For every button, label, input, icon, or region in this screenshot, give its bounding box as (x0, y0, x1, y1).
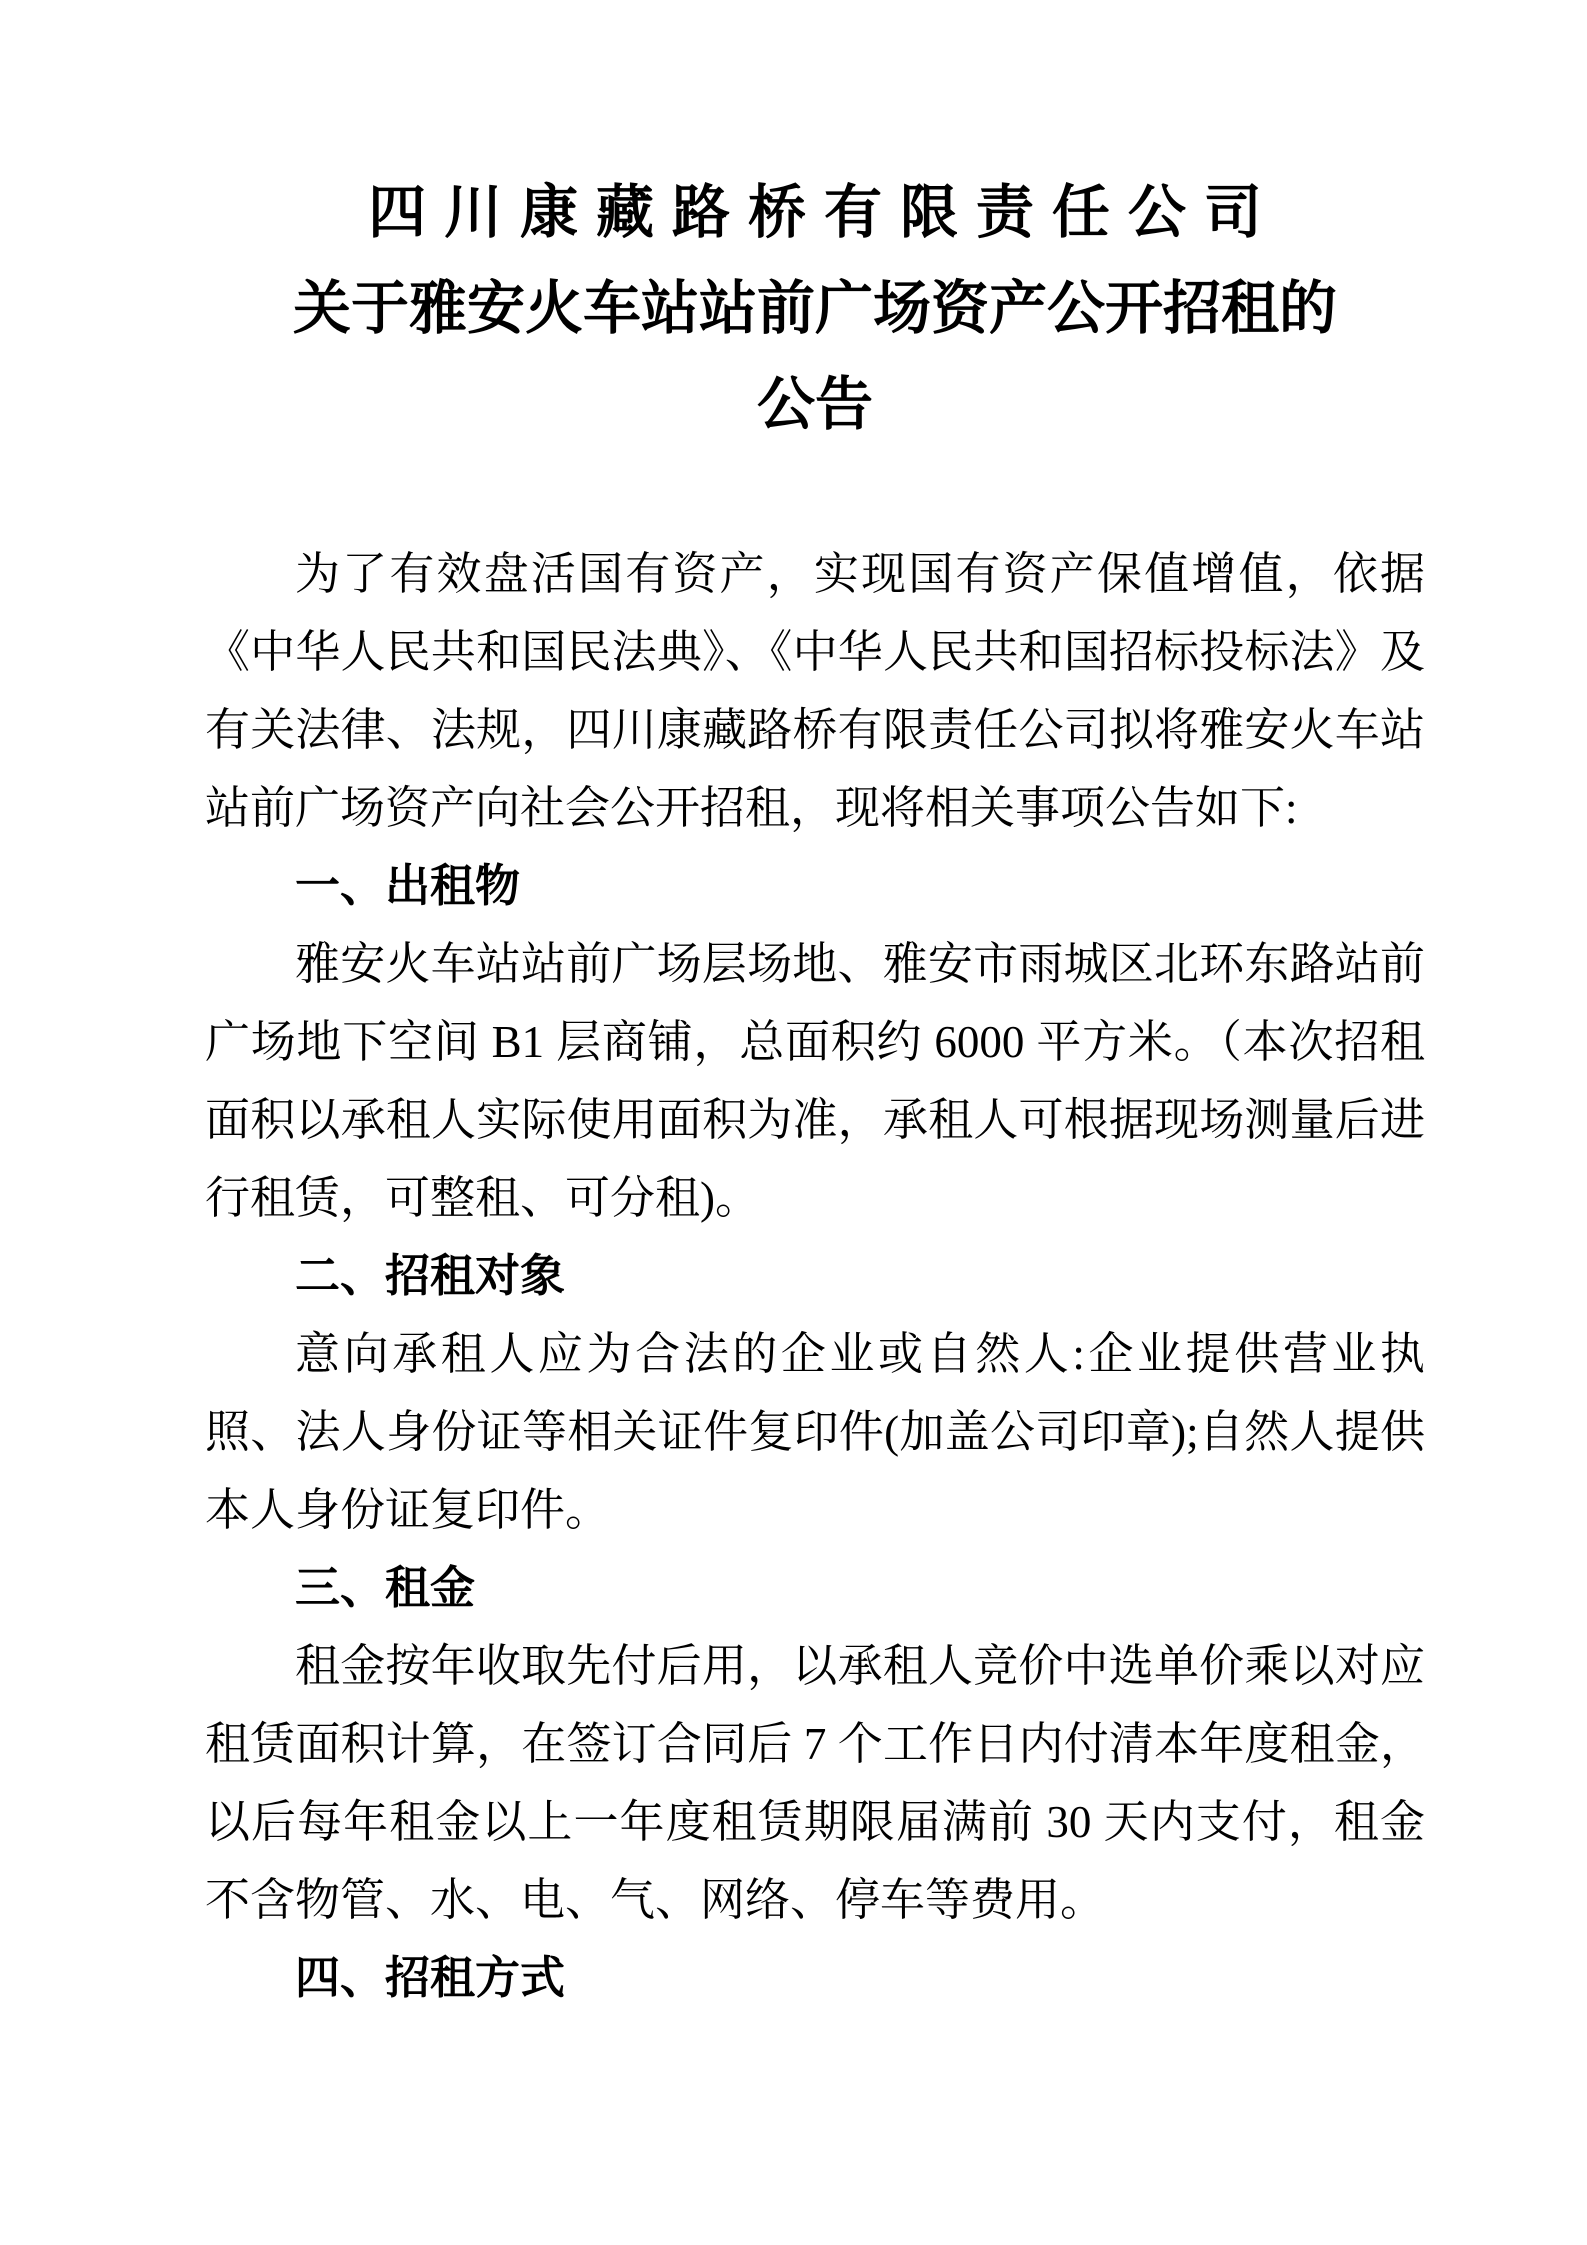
document-title (205, 165, 1425, 453)
body-paragraph-target-tenants: 意向承租人应为合法的企业或自然人:企业提供营业执照、法人身份证等相关证件复印件(加盖公司印章);自然人提供本人身份证复印件。 (205, 1329, 1425, 1535)
document-body (205, 535, 1425, 2017)
body-paragraph-rental-property: 雅安火车站站前广场层场地、雅安市雨城区北环东路站前广场地下空间 B1 层商铺，总面积约 6000 平方米。（本次招租面积以承租人实际使用面积为准，承租人可根据现场测量后进行租赁，可整租、可分租)。 (205, 939, 1425, 1223)
document-title-line-1: 四川康藏路桥有限责任公司 (368, 180, 1280, 245)
document-title-line-2: 关于雅安火车站站前广场资产公开招租的 (292, 276, 1337, 341)
section-heading-1-rental-property: 一、出租物 (295, 860, 521, 911)
body-paragraph-rent: 租金按年收取先付后用，以承租人竞价中选单价乘以对应租赁面积计算，在签订合同后 7 个工作日内付清本年度租金，以后每年租金以上一年度租赁期限届满前 30 天内支付，租金不含物管、水、电、气、网络、停车等费用。 (205, 1641, 1425, 1925)
section-heading-2-target-tenants: 二、招租对象 (295, 1250, 566, 1301)
section-heading-4-leasing-method: 四、招租方式 (295, 1952, 566, 2003)
body-paragraph-intro: 为了有效盘活国有资产，实现国有资产保值增值，依据《中华人民共和国民法典》、《中华人民共和国招标投标法》及有关法律、法规，四川康藏路桥有限责任公司拟将雅安火车站站前广场资产向社会公开招租，现将相关事项公告如下: (205, 549, 1425, 833)
document-title-line-3: 公告 (756, 372, 873, 437)
section-heading-3-rent: 三、租金 (295, 1562, 476, 1613)
